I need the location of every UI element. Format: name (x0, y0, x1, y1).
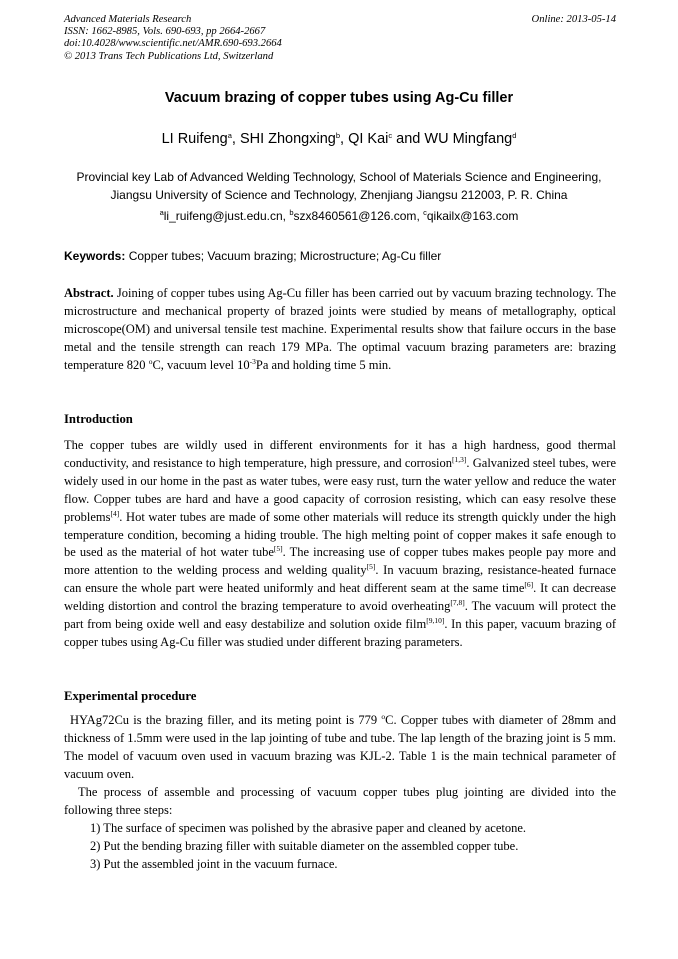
author: LI Ruifeng$^a$, (161, 131, 240, 147)
affiliation-line: Jiangsu University of Science and Technology, Zhenjiang Jiangsu 212003, P. R. China (110, 188, 568, 202)
citation: [5] (366, 562, 376, 572)
email[interactable]: $^a$li_ruifeng@just.edu.cn, (159, 208, 290, 223)
keywords-label: Keywords: (64, 249, 126, 263)
online-date: Online: 2013-05-14 (531, 14, 616, 25)
journal-header (64, 14, 616, 63)
affiliation (60, 168, 618, 204)
citation: [1,3] (452, 454, 467, 464)
keywords (64, 249, 616, 263)
email-list (0, 209, 678, 223)
keywords-text: Copper tubes; Vacuum brazing; Microstructure; Ag-Cu filler (128, 249, 442, 263)
email[interactable]: $^c$qikailx@163.com (423, 208, 519, 223)
procedure-step: 1) The surface of specimen was polished by the abrasive paper and cleaned by acetone. (90, 821, 527, 835)
citation: [6] (524, 580, 534, 590)
author: QI Kai$^c$ and (348, 131, 425, 147)
author-list (0, 131, 678, 147)
affiliation-line: Provincial key Lab of Advanced Welding Technology, School of Materials Science and Engineering, (76, 170, 602, 184)
section-heading-introduction: Introduction (64, 412, 133, 426)
author: WU Mingfang$^d$ (424, 131, 517, 147)
issn-line: ISSN: 1662-8985, Vols. 690-693, pp 2664-2667 (64, 26, 266, 38)
journal-name: Advanced Materials Research (64, 14, 192, 25)
citation: [4] (110, 508, 120, 518)
section-heading-experimental: Experimental procedure (64, 689, 197, 703)
email[interactable]: $^b$szx8460561@126.com, (289, 208, 424, 223)
procedure-step: 2) Put the bending brazing filler with suitable diameter on the assembled copper tube. (90, 839, 519, 853)
abstract-label: Abstract. (64, 286, 114, 300)
citation: [9,10] (426, 616, 445, 626)
copyright-line: © 2013 Trans Tech Publications Ltd, Switzerland (64, 50, 274, 62)
experimental-paragraph: The process of assemble and processing of vacuum copper tubes plug jointing are divided into the following three steps: (64, 785, 616, 817)
abstract: Abstract. Joining of copper tubes using Ag-Cu filler has been carried out by vacuum brazing technology. The microstructure and mechanical property of brazed joints were studied by means of metallography, optical microscope(OM) and universal tensile test machine. Experimental results show that failure occurs in the base metal and the tensile strength can reach 179 MPa. The optimal vacuum brazing parameters are: brazing temperature 820 $^o$C, vacuum level $10^{-3}Pa$ and holding time 5 min. (64, 286, 616, 372)
citation: [5] (273, 544, 283, 554)
introduction-paragraph: The copper tubes are wildly used in different environments for it has a high hardness, good thermal conductivity, and resistance to high temperature, high pressure, and corrosion[1,3]. Galvanized steel tubes, were widely used in our home in the past as water tubes, were easy rust, turn the water yellow and reduce the water flow. Copper tubes are hard and have a good capacity of corrosion resisting, which can easy resolve these problems[4]. Hot water tubes are made of some other materials will reduce its strength quickly under the high temperature condition, becoming a hiding trouble. The high melting point of copper makes it safe enough to be used as the material of hot water tube[5]. The increasing use of copper tubes makes people pay more and more attention to the welding process and welding quality[5]. In vacuum brazing, resistance-heated furnace can ensure the whole part were heated uniformly and heat different seam at the same time[6]. It can decrease welding distortion and control the brazing temperature to avoid overheating[7,8]. The vacuum will protect the part from being oxide well and easy destabilize and solution oxide film[9,10]. In this paper, vacuum brazing of copper tubes using Ag-Cu filler was studied under different brazing parameters. (64, 438, 617, 649)
procedure-step: 3) Put the assembled joint in the vacuum furnace. (90, 857, 338, 871)
experimental-paragraph: HYAg72Cu is the brazing filler, and its meting point is 779 $^o$C. Copper tubes with diameter of 28mm and thickness of 1.5mm were used in the lap jointing of tube and tube. The lap length of the brazing joint is 5 mm. The model of vacuum oven used in vacuum brazing was KJL-2. Table 1 is the main technical parameter of vacuum oven. (64, 712, 616, 781)
doi-line: doi:10.4028/www.scientific.net/AMR.690-693.2664 (64, 38, 282, 50)
paper-title: Vacuum brazing of copper tubes using Ag-Cu filler (164, 90, 514, 106)
citation: [7,8] (450, 598, 465, 608)
author: SHI Zhongxing$^b$, (239, 131, 349, 147)
